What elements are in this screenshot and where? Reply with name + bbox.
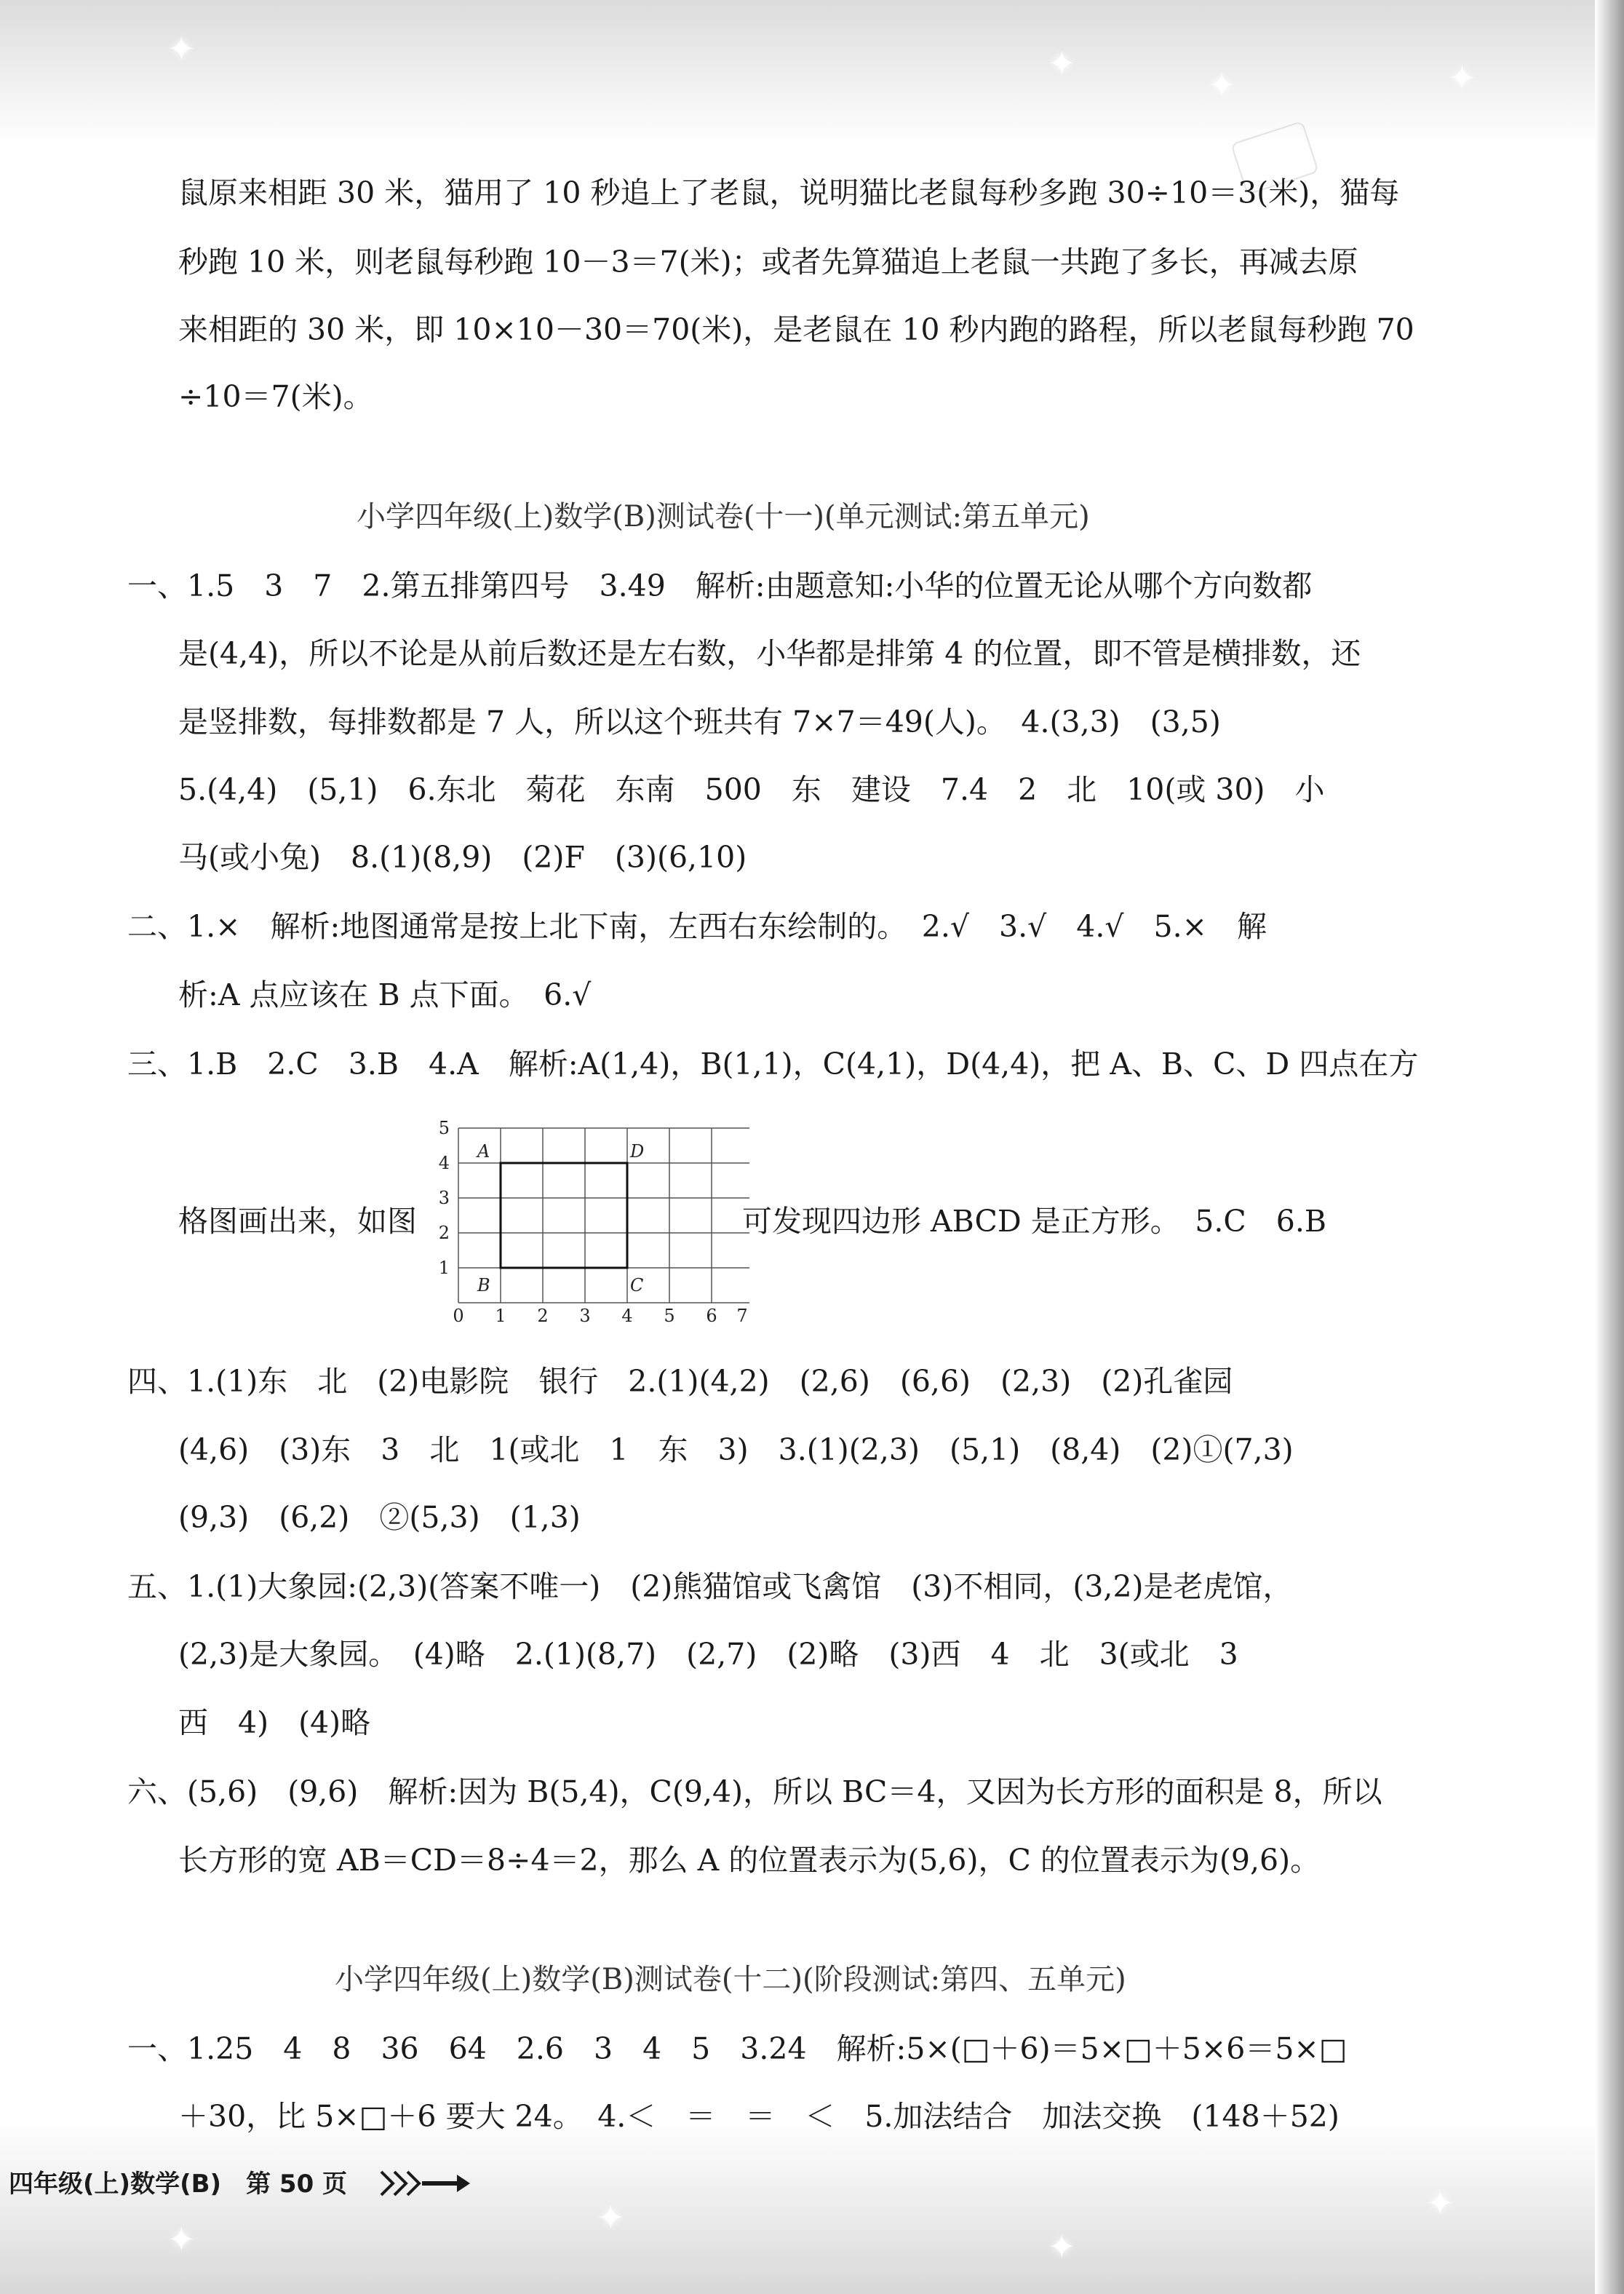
chevron-arrows-icon [378,2167,473,2199]
answer-line: 是(4,4)，所以不论是从前后数还是左右数，小华都是排第 4 的位置，即不管是横排数，还 [178,636,1361,671]
coordinate-grid-figure [437,1106,749,1325]
answer-line: 格图画出来，如图 [178,1204,417,1239]
y-tick-label: 4 [438,1153,450,1173]
x-tick-label: 3 [579,1306,591,1325]
answer-line: 四、1.(1)东 北 (2)电影院 银行 2.(1)(4,2) (2,6) (6,6) (2,3) (2)孔雀园 [127,1364,1233,1399]
footer-page-label: 四年级(上)数学(B) 第 50 页 [9,2170,348,2199]
answer-line: 马(或小兔) 8.(1)(8,9) (2)F (3)(6,10) [178,840,747,875]
section-title: 小学四年级(上)数学(B)测试卷(十一)(单元测试:第五单元) [357,500,1090,533]
sparkle-icon: ✦ [1048,44,1076,83]
answer-line: 六、(5,6) (9,6) 解析:因为 B(5,4)，C(9,4)，所以 BC＝4，又因为长方形的面积是 8，所以 [127,1774,1382,1809]
answer-line: 二、1.× 解析:地图通常是按上北下南，左西右东绘制的。 2.√ 3.√ 4.√ 5.× 解 [127,909,1267,944]
answer-line: (2,3)是大象园。 (4)略 2.(1)(8,7) (2,7) (2)略 (3)西 4 北 3(或北 3 [178,1637,1238,1672]
answer-line: 一、1.25 4 8 36 64 2.6 3 4 5 3.24 解析:5×(□＋6)＝5×□＋5×6＝5×□ [127,2031,1348,2066]
answer-line: 一、1.5 3 7 2.第五排第四号 3.49 解析:由题意知:小华的位置无论从哪个方向数都 [127,568,1313,603]
x-tick-label: 0 [453,1306,464,1325]
answer-line: 是竖排数，每排数都是 7 人，所以这个班共有 7×7＝49(人)。 4.(3,3) (3,5) [178,705,1221,739]
x-tick-label: 7 [736,1306,748,1325]
answer-line: (9,3) (6,2) ②(5,3) (1,3) [178,1500,581,1535]
answer-line: 三、1.B 2.C 3.B 4.A 解析:A(1,4)，B(1,1)，C(4,1)，D(4,4)，把 A、B、C、D 四点在方 [127,1047,1419,1081]
y-tick-label: 3 [438,1188,450,1208]
x-tick-label: 6 [706,1306,717,1325]
answer-line: 鼠原来相距 30 米，猫用了 10 秒追上了老鼠，说明猫比老鼠每秒多跑 30÷10＝3(米)，猫每 [178,175,1400,210]
top-background-band [0,0,1624,146]
answer-line: ÷10＝7(米)。 [178,379,373,414]
section-title: 小学四年级(上)数学(B)测试卷(十二)(阶段测试:第四、五单元) [335,1963,1126,1996]
sparkle-icon: ✦ [1208,66,1236,105]
grid-lines [458,1128,749,1303]
answer-line: 析:A 点应该在 B 点下面。 6.√ [178,977,592,1012]
point-label-c: C [630,1275,644,1295]
sparkle-icon: ✦ [167,29,196,68]
y-tick-label: 5 [438,1118,450,1138]
answer-line: ＋30，比 5×□＋6 要大 24。 4.＜ ＝ ＝ ＜ 5.加法结合 加法交换 (148＋52) [178,2099,1340,2134]
point-label-a: A [477,1141,490,1162]
answer-line: 长方形的宽 AB＝CD＝8÷4＝2，那么 A 的位置表示为(5,6)，C 的位置表示为(9,6)。 [178,1843,1321,1878]
answer-line: 可发现四边形 ABCD 是正方形。 5.C 6.B [742,1204,1327,1239]
x-tick-label: 1 [495,1306,506,1325]
answer-line: 5.(4,4) (5,1) 6.东北 菊花 东南 500 东 建设 7.4 2 北 10(或 30) 小 [178,772,1325,807]
sparkle-icon: ✦ [597,2198,625,2237]
y-tick-label: 2 [438,1223,450,1243]
answer-line: 五、1.(1)大象园:(2,3)(答案不唯一) (2)熊猫馆或飞禽馆 (3)不相同，(3,2)是老虎馆， [127,1569,1293,1604]
y-tick-label: 1 [438,1258,450,1278]
sparkle-icon: ✦ [1426,2183,1454,2223]
x-tick-label: 2 [537,1306,549,1325]
x-tick-label: 5 [664,1306,675,1325]
answer-line: 来相距的 30 米，即 10×10－30＝70(米)，是老鼠在 10 秒内跑的路程，所以老鼠每秒跑 70 [178,312,1414,347]
answer-line: (4,6) (3)东 3 北 1(或北 1 东 3) 3.(1)(2,3) (5,1) (8,4) (2)①(7,3) [178,1432,1294,1467]
square-abcd [501,1163,627,1268]
bottom-background-band [0,2119,1624,2294]
page-edge-shadow [1595,0,1624,2294]
sparkle-icon: ✦ [1048,2227,1076,2266]
answer-line: 秒跑 10 米，则老鼠每秒跑 10－3＝7(米)；或者先算猫追上老鼠一共跑了多长，再减去原 [178,245,1358,279]
point-label-d: D [630,1141,645,1162]
sparkle-icon: ✦ [1448,58,1476,98]
coordinate-grid-svg [437,1106,749,1325]
sparkle-icon: ✦ [167,2220,196,2259]
answer-line: 西 4) (4)略 [178,1705,371,1740]
point-label-b: B [477,1275,490,1295]
x-tick-label: 4 [621,1306,633,1325]
